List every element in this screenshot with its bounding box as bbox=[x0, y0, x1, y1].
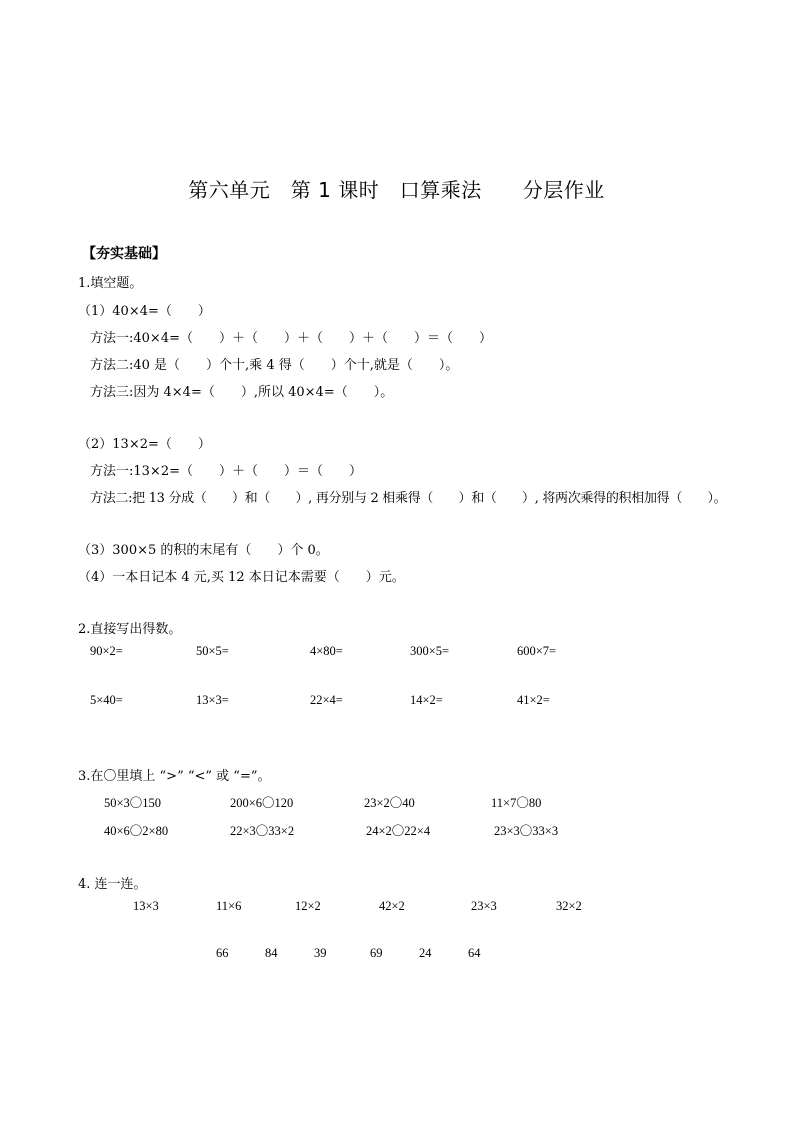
q2-item: 50×5= bbox=[196, 644, 229, 658]
q2-item: 600×7= bbox=[517, 644, 557, 658]
q1-part2-method2: 方法二:把 13 分成（ ）和（ ）, 再分别与 2 相乘得（ ）和（ ）, 将两次乘得的积相加得（ ）。 bbox=[90, 491, 727, 506]
q1-heading: 1.填空题。 bbox=[78, 276, 143, 291]
q2-item: 41×2= bbox=[517, 693, 550, 707]
q3-item: 24×2〇22×4 bbox=[366, 824, 431, 838]
q1-part1-method2: 方法二:40 是（ ）个十,乘 4 得（ ）个十,就是（ ）。 bbox=[90, 358, 459, 373]
q4-bottom-item: 64 bbox=[468, 946, 481, 960]
q2-heading: 2.直接写出得数。 bbox=[78, 622, 182, 637]
q4-heading: 4. 连一连。 bbox=[78, 877, 147, 892]
q2-item: 22×4= bbox=[310, 693, 343, 707]
q4-top-item: 32×2 bbox=[556, 899, 582, 913]
q4-top-item: 13×3 bbox=[133, 899, 159, 913]
page-title: 第六单元 第 1 课时 口算乘法 分层作业 bbox=[188, 178, 605, 202]
q2-item: 300×5= bbox=[410, 644, 450, 658]
q4-top-item: 11×6 bbox=[216, 899, 242, 913]
q1-part4: （4）一本日记本 4 元,买 12 本日记本需要（ ）元。 bbox=[78, 570, 405, 585]
section-heading: 【夯实基础】 bbox=[82, 246, 166, 262]
q2-item: 13×3= bbox=[196, 693, 229, 707]
q4-top-item: 42×2 bbox=[379, 899, 405, 913]
q3-item: 50×3〇150 bbox=[104, 796, 162, 810]
q2-item: 14×2= bbox=[410, 693, 443, 707]
q4-bottom-item: 24 bbox=[419, 946, 432, 960]
q4-top-item: 23×3 bbox=[471, 899, 497, 913]
q3-heading: 3.在〇里填上 “>” “<” 或 “=”。 bbox=[78, 769, 271, 784]
q1-part1-method3: 方法三:因为 4×4=（ ）,所以 40×4=（ ）。 bbox=[90, 385, 394, 400]
q2-item: 5×40= bbox=[90, 693, 123, 707]
q1-part1: （1）40×4=（ ） bbox=[78, 304, 211, 319]
q1-part1-method1: 方法一:40×4=（ ）＋（ ）＋（ ）＋（ ）＝（ ） bbox=[90, 331, 492, 346]
q4-bottom-item: 69 bbox=[370, 946, 383, 960]
q2-item: 90×2= bbox=[90, 644, 123, 658]
q2-item: 4×80= bbox=[310, 644, 343, 658]
q3-item: 200×6〇120 bbox=[230, 796, 294, 810]
q3-item: 23×3〇33×3 bbox=[494, 824, 559, 838]
q1-part3: （3）300×5 的积的末尾有（ ）个 0。 bbox=[78, 543, 329, 558]
q4-top-item: 12×2 bbox=[295, 899, 321, 913]
q3-item: 40×6〇2×80 bbox=[104, 824, 169, 838]
q3-item: 11×7〇80 bbox=[491, 796, 542, 810]
q4-bottom-item: 39 bbox=[314, 946, 327, 960]
q4-bottom-item: 66 bbox=[216, 946, 229, 960]
q4-bottom-item: 84 bbox=[265, 946, 278, 960]
q3-item: 22×3〇33×2 bbox=[230, 824, 295, 838]
q1-part2-method1: 方法一:13×2=（ ）＋（ ）＝（ ） bbox=[90, 464, 362, 479]
q1-part2: （2）13×2=（ ） bbox=[78, 437, 211, 452]
q3-item: 23×2〇40 bbox=[364, 796, 415, 810]
